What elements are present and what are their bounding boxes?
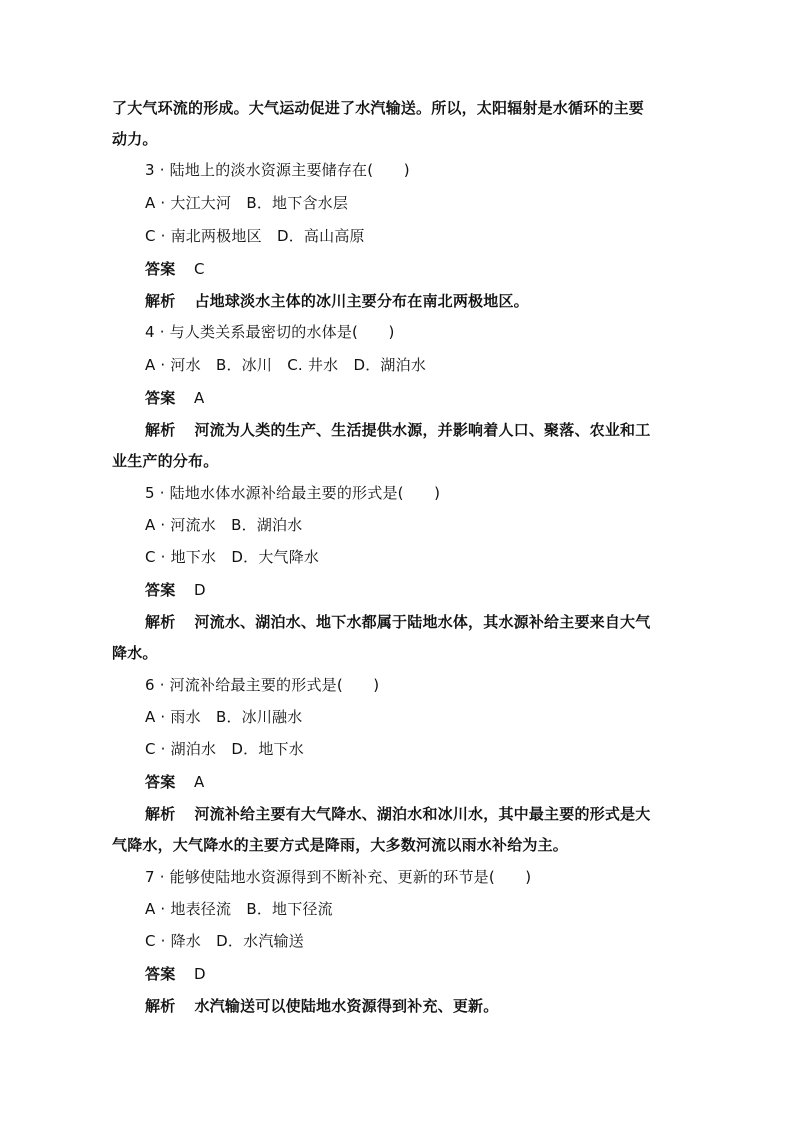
explanation-label: 解析 xyxy=(145,292,176,310)
answer-label: 答案 xyxy=(145,773,176,791)
explanation-text: 水汽输送可以使陆地水资源得到补充、更新。 xyxy=(194,997,499,1015)
question-6: 6 · 河流补给最主要的形式是( ) xyxy=(145,676,380,694)
intro-line-2: 动力。 xyxy=(112,130,158,148)
answer-value: D xyxy=(193,965,206,983)
answer-value: D xyxy=(193,581,206,599)
question-4-options-row-1: A · 河水 B．冰川 C. 井水 D．湖泊水 xyxy=(145,356,427,374)
answer-value: A xyxy=(193,773,205,791)
explanation-label: 解析 xyxy=(145,613,176,631)
question-3-explanation xyxy=(145,292,529,310)
question-5-options-row-2: C · 地下水 D．大气降水 xyxy=(145,548,320,566)
explanation-text: 河流水、湖泊水、地下水都属于陆地水体，其水源补给主要来自大气 xyxy=(194,613,651,631)
question-7-options-row-1: A · 地表径流 B．地下径流 xyxy=(145,900,333,918)
question-5-explanation-line-1 xyxy=(145,613,650,631)
explanation-label: 解析 xyxy=(145,805,176,823)
answer-label: 答案 xyxy=(145,965,176,983)
answer-label: 答案 xyxy=(145,581,176,599)
explanation-text: 河流补给主要有大气降水、湖泊水和冰川水，其中最主要的形式是大 xyxy=(194,805,651,823)
question-7-options-row-2: C · 降水 D．水汽输送 xyxy=(145,932,304,950)
question-7: 7 · 能够使陆地水资源得到不断补充、更新的环节是( ) xyxy=(145,868,532,886)
explanation-label: 解析 xyxy=(145,997,176,1015)
question-4-explanation-line-2: 业生产的分布。 xyxy=(112,452,219,470)
question-3: 3 · 陆地上的淡水资源主要储存在( ) xyxy=(145,161,410,179)
question-4: 4 · 与人类关系最密切的水体是( ) xyxy=(145,323,395,341)
question-7-answer xyxy=(145,965,206,983)
question-5-options-row-1: A · 河流水 B．湖泊水 xyxy=(145,516,303,534)
explanation-label: 解析 xyxy=(145,421,176,439)
answer-value: A xyxy=(193,389,205,407)
answer-value: C xyxy=(193,260,205,278)
question-6-options-row-1: A · 雨水 B．冰川融水 xyxy=(145,708,303,726)
question-6-explanation-line-2: 气降水，大气降水的主要方式是降雨，大多数河流以雨水补给为主。 xyxy=(112,836,569,854)
question-3-options-row-1: A · 大江大河 B．地下含水层 xyxy=(145,194,349,212)
question-3-answer xyxy=(145,260,205,278)
explanation-text: 占地球淡水主体的冰川主要分布在南北两极地区。 xyxy=(194,292,529,310)
question-6-explanation-line-1 xyxy=(145,805,650,823)
answer-label: 答案 xyxy=(145,389,176,407)
question-3-options-row-2: C · 南北两极地区 D．高山高原 xyxy=(145,227,365,245)
question-5: 5 · 陆地水体水源补给最主要的形式是( ) xyxy=(145,484,441,502)
intro-line-1: 了大气环流的形成。大气运动促进了水汽输送。所以，太阳辐射是水循环的主要 xyxy=(112,99,645,117)
question-6-options-row-2: C · 湖泊水 D．地下水 xyxy=(145,740,304,758)
answer-label: 答案 xyxy=(145,260,176,278)
question-4-explanation-line-1 xyxy=(145,421,650,439)
question-5-answer xyxy=(145,581,206,599)
question-4-answer xyxy=(145,389,204,407)
explanation-text: 河流为人类的生产、生活提供水源，并影响着人口、聚落、农业和工 xyxy=(194,421,651,439)
question-5-explanation-line-2: 降水。 xyxy=(112,644,158,662)
question-7-explanation xyxy=(145,997,498,1015)
question-6-answer xyxy=(145,773,204,791)
